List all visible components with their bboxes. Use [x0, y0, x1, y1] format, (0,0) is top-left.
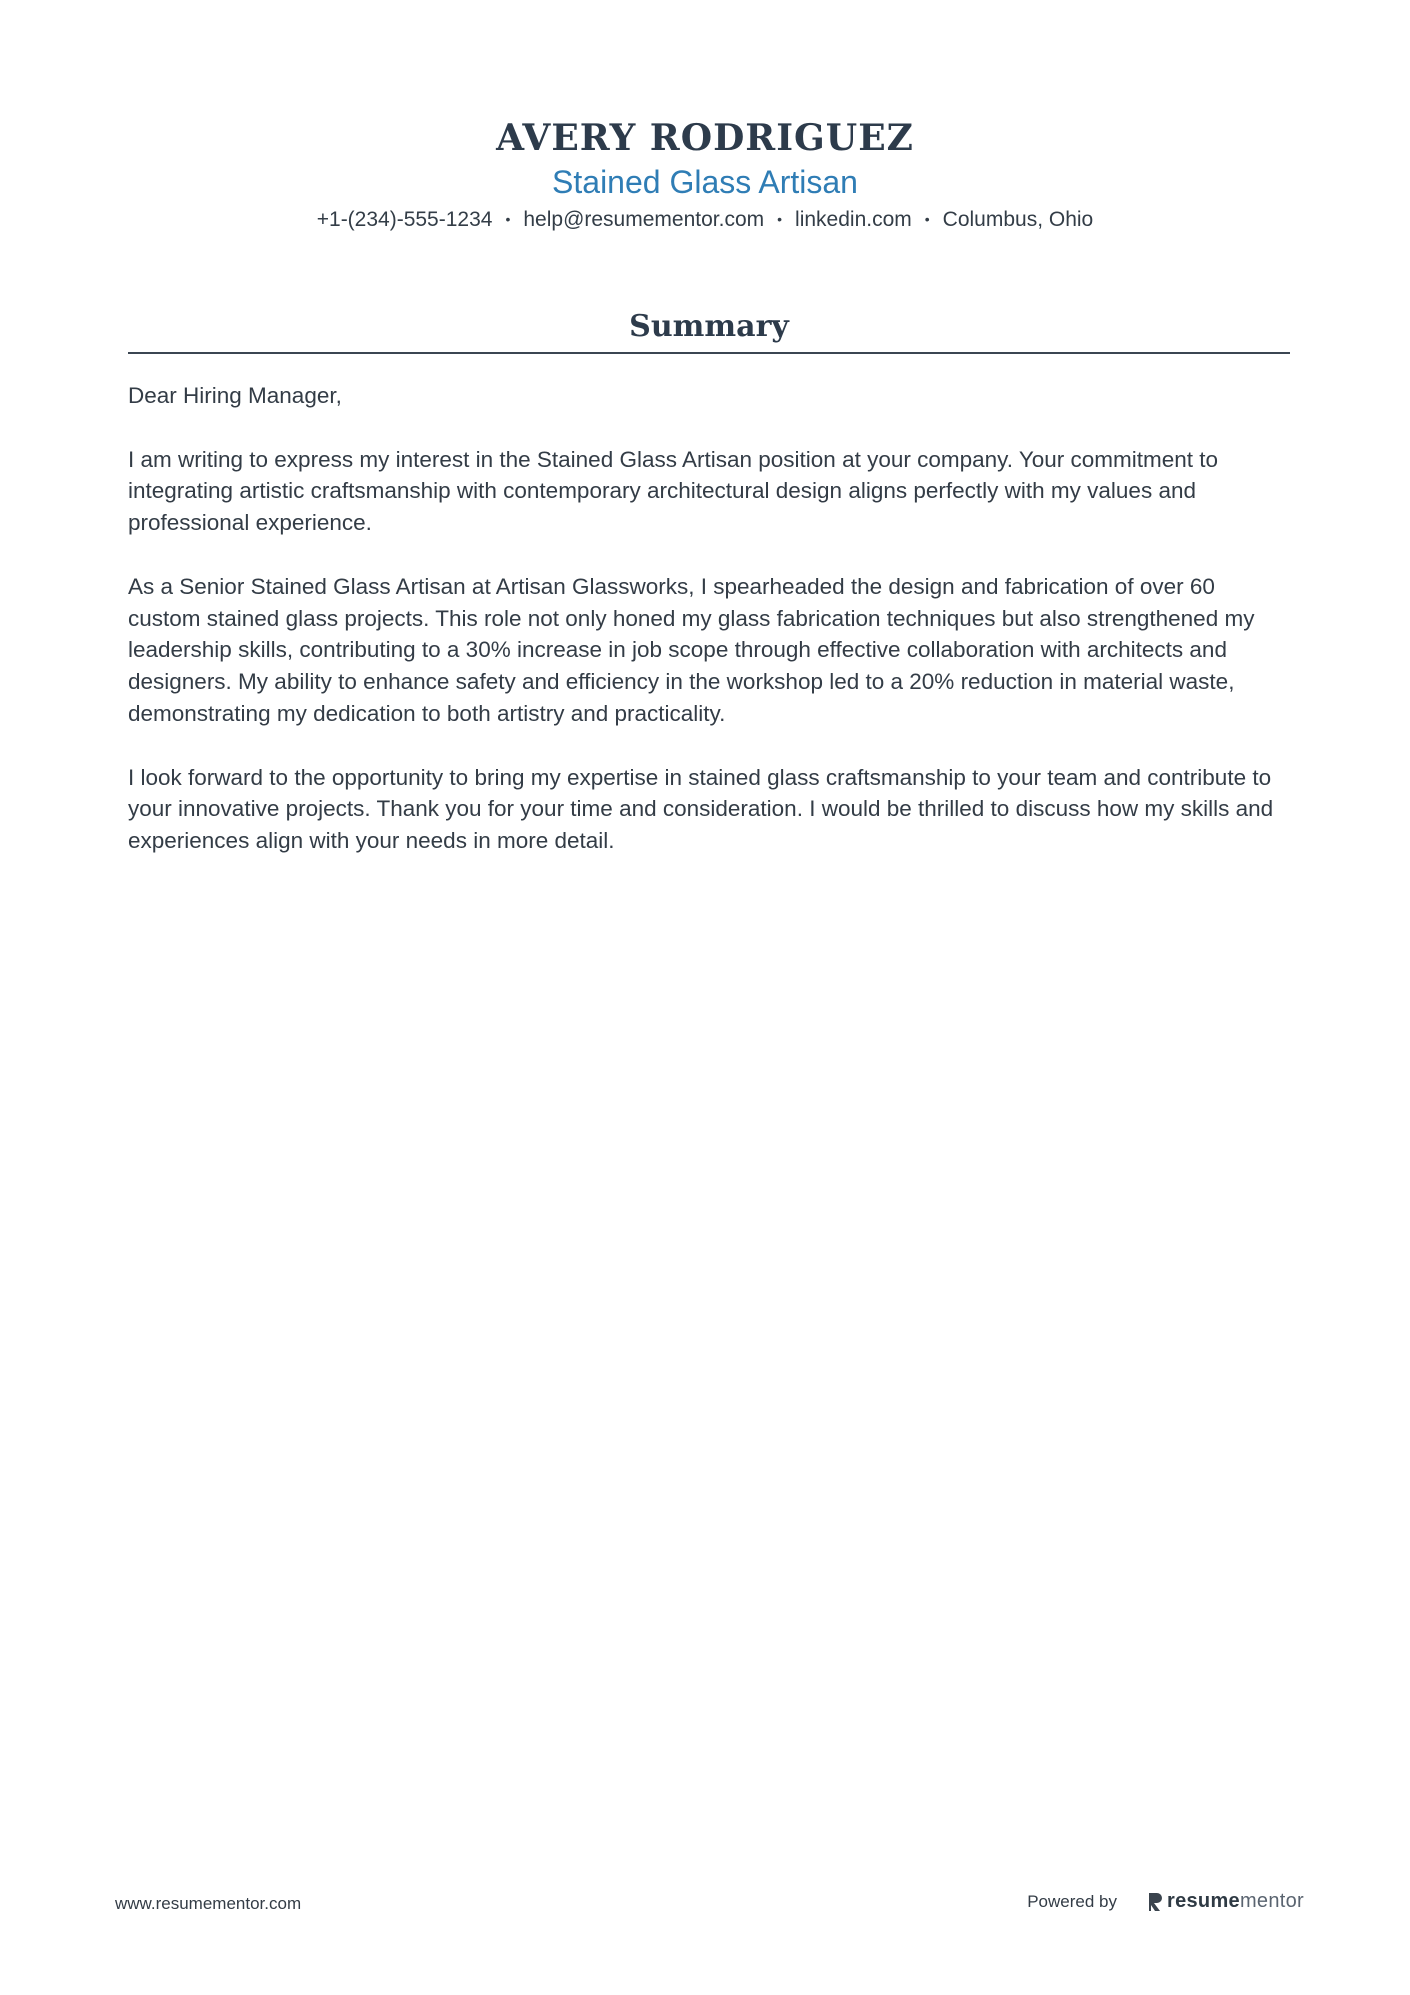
brand-name-part2: mentor — [1239, 1890, 1304, 1912]
letter-greeting: Dear Hiring Manager, — [128, 383, 342, 408]
footer-website[interactable]: www.resumementor.com — [115, 1894, 302, 1913]
contact-separator: • — [777, 211, 783, 227]
section-divider — [128, 352, 1290, 354]
contact-line — [0, 204, 1410, 235]
section-title-summary: Summary — [629, 309, 789, 344]
candidate-name: AVERY RODRIGUEZ — [496, 117, 914, 159]
brand-logo[interactable] — [1147, 1890, 1304, 1913]
brand-name-part1: resume — [1167, 1890, 1240, 1912]
letter-paragraph-1: I am writing to express my interest in the Stained Glass Artisan position at your company. Your commitment to integrating artistic craftsmanship with contemporary architectural design aligns perfectly with my values and professional experience. — [128, 446, 1219, 536]
footer-branding — [1027, 1890, 1304, 1913]
contact-separator: • — [924, 211, 930, 227]
resumementor-logo-icon — [1147, 1892, 1163, 1912]
contact-phone: +1-(234)-555-1234 — [316, 208, 493, 231]
letter-body — [128, 380, 1290, 889]
letter-paragraph-3: I look forward to the opportunity to bring my expertise in stained glass craftsmanship to your team and contribute to your innovative projects. Thank you for your time and consideration. I would be thrilled to discuss how my skills and experiences align with your needs in more detail. — [128, 764, 1274, 854]
contact-linkedin[interactable]: linkedin.com — [795, 208, 912, 231]
letter-header — [0, 114, 1410, 235]
candidate-job-title: Stained Glass Artisan — [552, 164, 858, 200]
letter-paragraph-2: As a Senior Stained Glass Artisan at Artisan Glassworks, I spearheaded the design and fabrication of over 60 custom stained glass projects. This role not only honed my glass fabrication techniques but also strengthened my leadership skills, contributing to a 30% increase in job scope through effective collaboration with architects and designers. My ability to enhance safety and efficiency in the workshop led to a 20% reduction in material waste, demonstrating my dedication to both artistry and practicality. — [128, 573, 1255, 726]
contact-email[interactable]: help@resumementor.com — [523, 208, 765, 231]
contact-separator: • — [505, 211, 511, 227]
powered-by-label: Powered by — [1027, 1891, 1117, 1911]
contact-location: Columbus, Ohio — [942, 208, 1094, 231]
